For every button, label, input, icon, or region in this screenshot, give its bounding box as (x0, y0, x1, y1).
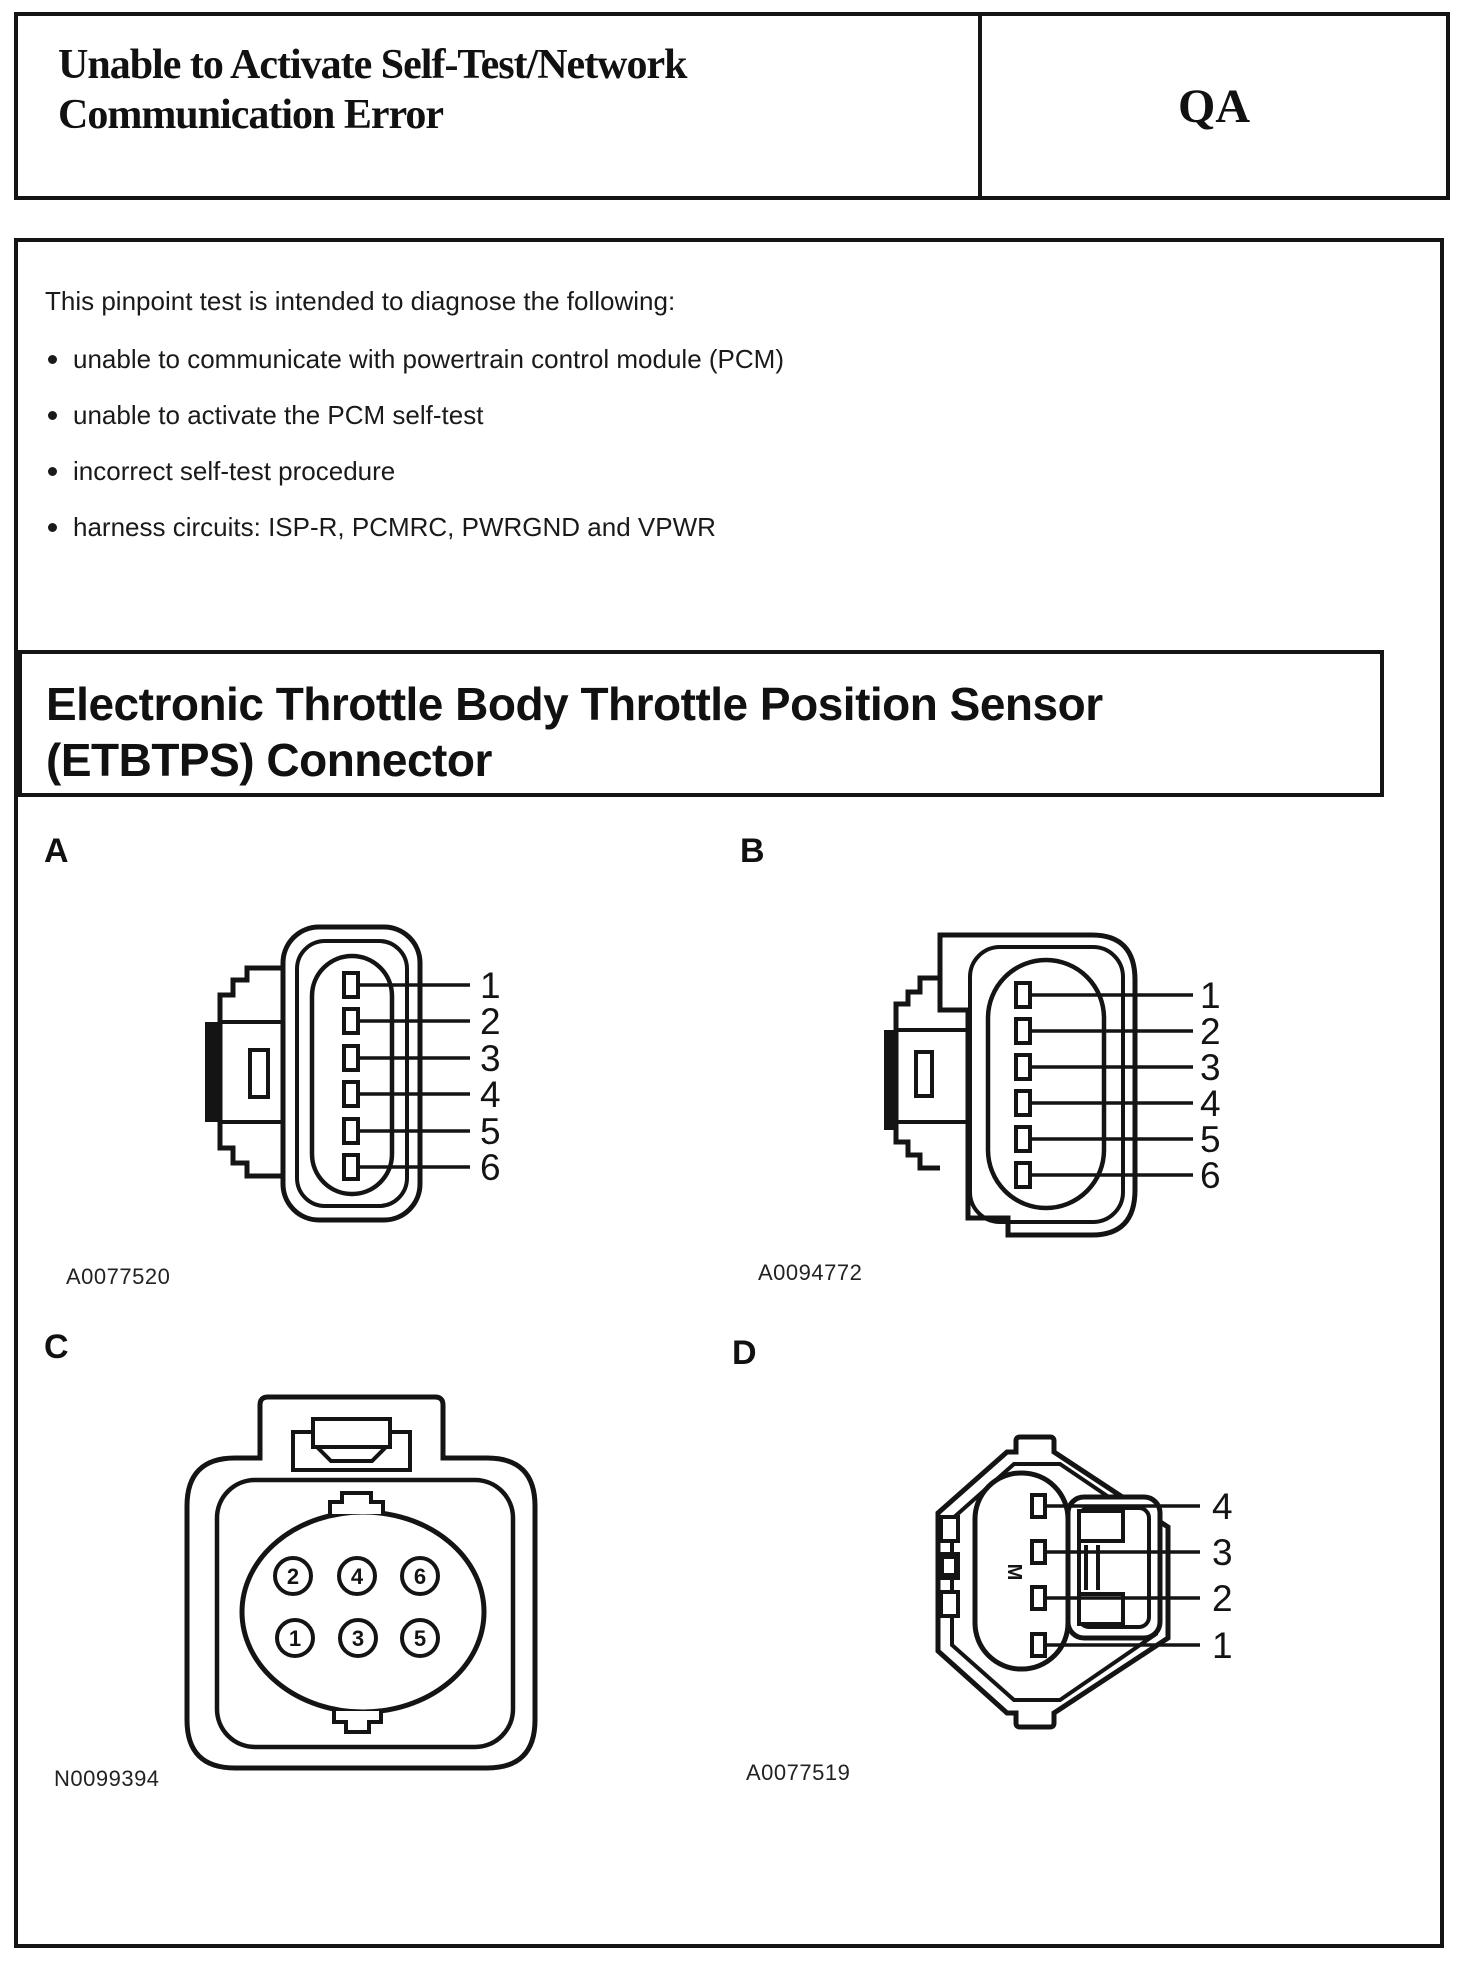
pin (1016, 1127, 1030, 1151)
pin-number: 3 (480, 1038, 501, 1079)
bullet-dot (48, 467, 57, 476)
pin (1032, 1634, 1045, 1656)
pin-number: 1 (1212, 1625, 1233, 1666)
pin (344, 1155, 358, 1179)
latch-detail (250, 1050, 268, 1097)
header-code: QA (1178, 79, 1250, 133)
pin (344, 1009, 358, 1033)
page-title-line1: Unable to Activate Self-Test/Network (58, 42, 687, 88)
bullet-text: harness circuits: ISP-R, PCMRC, PWRGND and VPWR (73, 512, 716, 542)
pin-number: 4 (480, 1074, 501, 1115)
latch-tab (313, 1419, 390, 1447)
section-heading-line1: Electronic Throttle Body Throttle Position Sensor (46, 678, 1103, 730)
pin-number: 6 (413, 1564, 427, 1589)
pin-number: 6 (480, 1147, 501, 1188)
pin (344, 1046, 358, 1070)
figure-ref-c: N0099394 (54, 1766, 160, 1791)
header (14, 12, 1450, 200)
pin-number: 5 (480, 1111, 501, 1152)
figure-label-b: B (740, 832, 765, 870)
pin (1032, 1541, 1045, 1563)
pin-cavity (988, 960, 1104, 1208)
bullet-text: unable to communicate with powertrain control module (PCM) (73, 344, 784, 374)
bullet-item (48, 456, 395, 487)
figure-ref-d: A0077519 (746, 1760, 851, 1785)
pin (1016, 1055, 1030, 1079)
pin (344, 1119, 358, 1143)
figure-label-a: A (44, 832, 69, 870)
bullet-dot (48, 411, 57, 420)
pin (1032, 1587, 1045, 1609)
connector-c-diagram (180, 1390, 545, 1780)
pin-number: 1 (480, 965, 501, 1006)
pin-number: 2 (286, 1564, 300, 1589)
pin-cavity-face (242, 1512, 484, 1712)
pin-number: 2 (1212, 1578, 1233, 1619)
pin (344, 973, 358, 997)
side-slot (941, 1592, 958, 1616)
side-slot-filled-core (944, 1559, 954, 1573)
section-heading (46, 676, 1103, 788)
pin (1016, 1019, 1030, 1043)
side-slot (941, 1517, 958, 1541)
pin-number: 3 (1212, 1532, 1233, 1573)
page-title-line2: Communication Error (58, 92, 444, 138)
figure-ref-a: A0077520 (66, 1264, 171, 1289)
latch-detail (916, 1052, 932, 1096)
section-heading-line2: (ETBTPS) Connector (46, 734, 492, 786)
pin-number: 2 (480, 1001, 501, 1042)
pin-number: 4 (350, 1564, 364, 1589)
connector-d-diagram (925, 1425, 1245, 1735)
pin-number: 3 (1200, 1047, 1221, 1088)
bullet-dot (48, 523, 57, 532)
pin (344, 1082, 358, 1106)
pin-number: 4 (1200, 1083, 1221, 1124)
pin-number: 4 (1212, 1486, 1233, 1527)
bullet-item (48, 512, 716, 543)
pin-number: 1 (1200, 975, 1221, 1016)
pin (1032, 1495, 1045, 1517)
bullet-text: incorrect self-test procedure (73, 456, 396, 486)
figure-ref-b: A0094772 (758, 1260, 863, 1285)
pin-number: 5 (413, 1626, 427, 1651)
connector-a-diagram (185, 915, 520, 1235)
mating-block-tab (1079, 1511, 1123, 1541)
section-heading-box (18, 650, 1384, 797)
pin (1016, 1163, 1030, 1187)
pin (1016, 983, 1030, 1007)
bullet-item (48, 400, 483, 431)
figure-label-c: C (44, 1328, 69, 1366)
pin-number: 6 (1200, 1155, 1221, 1196)
intro-lead: This pinpoint test is intended to diagnose the following: (45, 286, 676, 316)
pin-number: 5 (1200, 1119, 1221, 1160)
bullet-item (48, 344, 784, 375)
molded-letter-glyph: M (1003, 1563, 1025, 1581)
pin (1016, 1091, 1030, 1115)
bullet-text: unable to activate the PCM self-test (73, 400, 484, 430)
figure-label-d: D (732, 1334, 757, 1372)
pin-number: 3 (351, 1626, 365, 1651)
bullet-dot (48, 355, 57, 364)
pin-number: 2 (1200, 1011, 1221, 1052)
page-title (58, 40, 687, 140)
connector-b-diagram (875, 915, 1245, 1245)
pin-number: 1 (288, 1626, 302, 1651)
